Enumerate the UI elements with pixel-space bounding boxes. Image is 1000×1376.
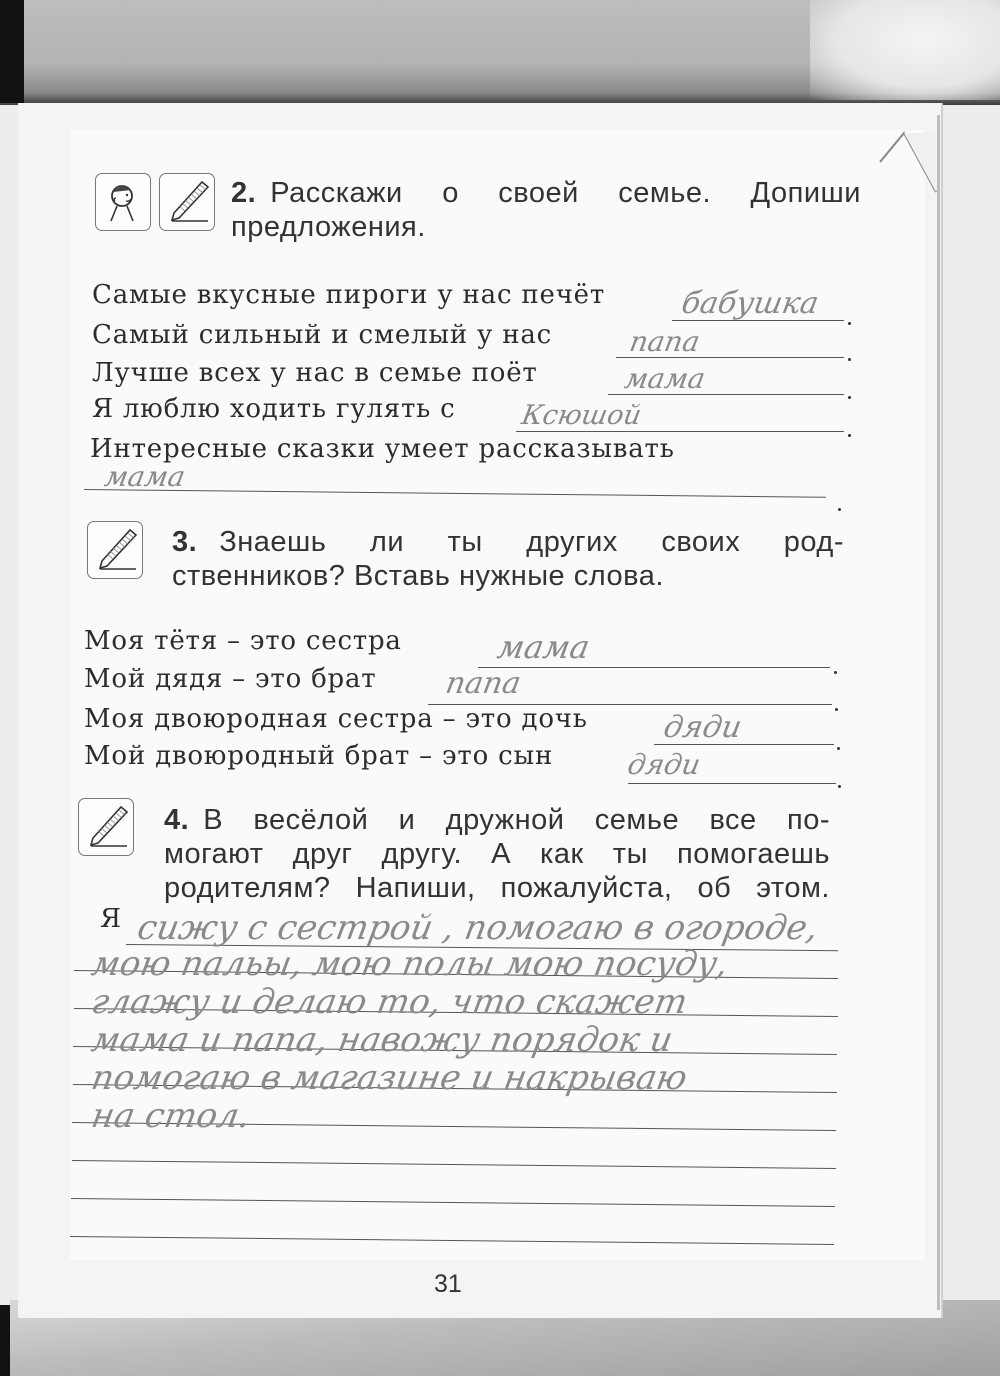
task2-answer-5: мама [102,460,188,493]
speaking-child-icon [95,173,151,231]
task3-sentence-2: Мой дядя – это брат [84,664,377,694]
task2-heading [231,176,861,244]
task4-title-line1: В весёлой и дружной семье все по- [203,804,830,836]
task3-heading [172,525,844,593]
task3-answer-3: дяди [660,710,745,745]
corner-fold-icon [878,130,938,205]
task2-answer-line-4[interactable] [516,431,844,432]
task2-title-line2: предложения. [231,211,426,243]
task2-sentence-2: Самый сильный и смелый у нас [92,320,553,350]
task4-answer-start: Я [100,904,122,934]
period [848,396,851,399]
task3-answer-4: дяди [625,748,703,781]
period [848,358,851,361]
task3-sentence-1: Моя тётя – это сестра [84,626,402,656]
page-edge [937,115,940,1310]
task4-handwritten-line-4: мама и папа, навожу порядок и [88,1020,676,1060]
task3-answer-line-1[interactable] [478,667,830,668]
task4-handwritten-line-6: на стол. [88,1096,254,1136]
task4-number: 4. [164,804,190,836]
task3-sentence-3: Моя двоюродная сестра – это дочь [84,704,588,734]
task3-answer-1: мама [494,628,593,666]
task2-sentence-4: Я люблю ходить гулять с [92,394,456,424]
scan-left-edge-bottom [0,1305,10,1376]
task2-title-line1: Расскажи о своей семье. Допиши [270,177,861,209]
scan-left-edge [0,0,24,103]
task4-handwritten-line-2: мою пальы, мою полы мою посуду, [88,944,732,984]
task2-sentence-3: Лучше всех у нас в семье поёт [92,358,538,388]
task3-sentence-4: Мой двоюродный брат – это сын [84,741,554,771]
period [838,508,841,511]
task2-answer-2: папа [627,325,703,358]
pencil-icon [78,798,134,856]
task4-handwritten-line-1: сижу с сестрой , помогаю в огороде, [134,908,822,948]
task2-answer-4: Ксюшой [519,400,644,431]
task4-handwritten-line-3: глажу и делаю то, что скажет [88,982,691,1022]
page-number: 31 [434,1270,462,1298]
period [848,434,851,437]
task2-sentence-1: Самые вкусные пироги у нас печёт [92,280,606,310]
task2-sentence-5: Интересные сказки умеет рассказывать [90,434,675,464]
task4-handwritten-line-5: помогаю в магазине и накрываю [88,1058,691,1098]
task4-heading [164,803,830,905]
task3-title-line2: ственников? Вставь нужные слова. [172,560,664,592]
period [837,747,840,750]
pencil-icon [159,173,215,231]
task4-title-line2: могают друг другу. А как ты помогаешь [164,838,830,870]
period [834,671,837,674]
scan-top-shadow [0,0,1000,105]
task2-answer-3: мама [622,362,708,395]
period [848,322,851,325]
task3-title-line1: Знаешь ли ты других своих род- [219,526,844,558]
task3-number: 3. [172,526,198,558]
task3-answer-line-4[interactable] [628,783,836,784]
pencil-icon [87,521,143,579]
task2-number: 2. [231,177,257,209]
task2-answer-1: бабушка [678,286,822,321]
period [835,708,838,711]
task4-title-line3: родителям? Напиши, пожалуйста, об этом. [164,872,830,904]
period [838,785,841,788]
task3-answer-2: папа [442,666,524,701]
